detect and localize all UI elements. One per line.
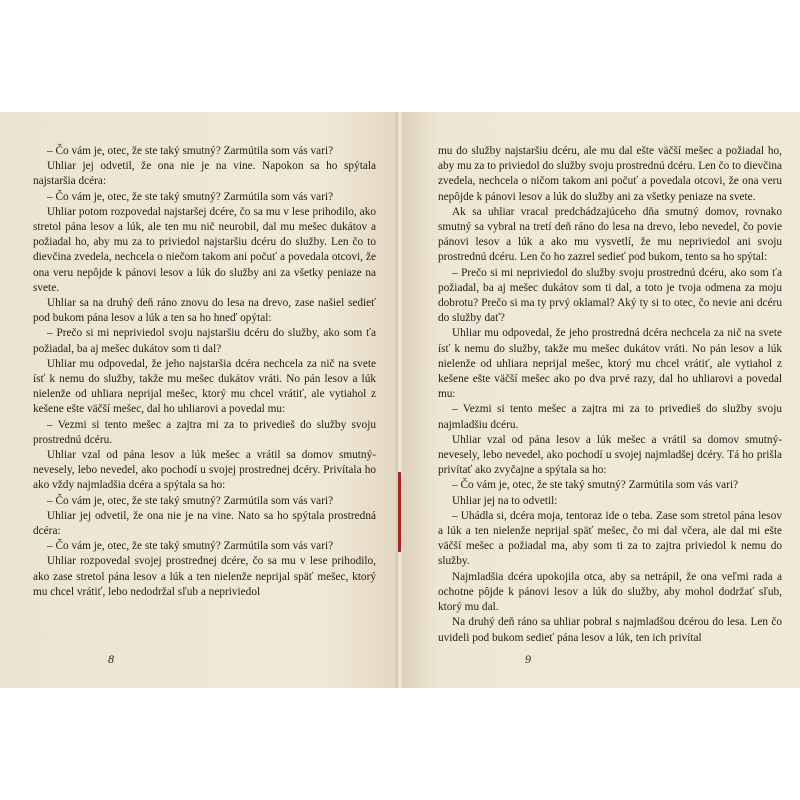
paragraph: – Čo vám je, otec, že ste taký smutný? Zarmútila som vás vari?	[452, 479, 739, 492]
paragraph: Na druhý deň ráno sa uhliar pobral s najmladšou dcérou do lesa. Len čo uvideli pod bukom sedieť pána lesov a lúk, ten ich privítal	[438, 616, 782, 644]
left-page-text	[33, 144, 376, 600]
paragraph: – Uhádla si, dcéra moja, tentoraz ide o teba. Zase som stretol pána lesov a lúk a ten nielenže neprijal späť mešec, čo mi dal včera, ale dal mi ešte väčší mešec a požiadal ma, aby som ti za to zajtra priviedol k nemu do služby.	[438, 509, 782, 568]
page-number: 9	[525, 652, 531, 666]
paragraph: Uhliar mu odpovedal, že jeho najstaršia dcéra nechcela za nič na svete ísť k nemu do služby, takže mu mešec dukátov vráti. No pán lesov a lúk nielenže od uhliara neprijal mešec, ktorý mu chcel vrátiť, ale vytiahol z kešene ešte väčší mešec, dal ho uhliarovi a povedal mu:	[33, 357, 376, 416]
bookmark-ribbon	[398, 472, 401, 552]
paragraph: – Čo vám je, otec, že ste taký smutný? Zarmútila som vás vari?	[47, 145, 334, 157]
paragraph: Ak sa uhliar vracal predchádzajúceho dňa smutný domov, rovnako smutný sa vybral na tretí deň ráno do lesa na drevo, lebo nevedel, čo povie pánovi lesov a lúk a ako mu vysvetlí, že mu nepriviedol ani svoju prostrednú dcéru. Len čo ho zazrel sedieť pod bukom, tento sa ho spýtal:	[438, 205, 782, 264]
paragraph: Uhliar jej odvetil, že ona nie je na vine. Napokon sa ho spýtala najstaršia dcéra:	[33, 160, 376, 188]
paragraph: – Čo vám je, otec, že ste taký smutný? Zarmútila som vás vari?	[47, 540, 334, 553]
paragraph: Najmladšia dcéra upokojila otca, aby sa netrápil, že ona veľmi rada a ochotne pôjde k pánovi lesov a lúk do služby, aby mohol dodržať sľub, ktorý mu dal.	[438, 570, 782, 614]
paragraph: Uhliar sa na druhý deň ráno znovu do lesa na drevo, zase našiel sedieť pod bukom pána lesov a lúk a ten sa ho hneď opýtal:	[33, 297, 376, 325]
right-page	[402, 112, 800, 688]
paragraph: – Čo vám je, otec, že ste taký smutný? Zarmútila som vás vari?	[47, 190, 334, 203]
paragraph: Uhliar mu odpovedal, že jeho prostredná dcéra nechcela za nič na svete ísť k nemu do služby, takže mu mešec dukátov vráti. No pán lesov a lúk nielenže od uhliara neprijal mešec, ktorý mu chcel vrátiť, ale vytiahol z kešene ešte väčší mešec ako po dva prvé razy, dal ho uhliarovi a povedal mu:	[438, 327, 782, 401]
paragraph: – Vezmi si tento mešec a zajtra mi za to privedieš do služby svoju prostrednú dcéru.	[33, 418, 376, 446]
right-page-text	[438, 144, 782, 646]
paragraph: Uhliar potom rozpovedal najstaršej dcére, čo sa mu v lese prihodilo, ako stretol pána lesov a lúk, ale ten mu nič neurobil, dal mu mešec dukátov a požiadal ho, aby mu za to priviedol najstaršiu dcéru do služby. Len čo to dievčina zvedela, nechcela o niečom takom ani počuť a povedala otcovi, že ona veru nepôjde k pánovi lesov a lúk do služby ani za všetky peniaze na svete.	[33, 205, 376, 294]
paragraph: Uhliar jej odvetil, že ona nie je na vine. Nato sa ho spýtala prostredná dcéra:	[33, 509, 376, 538]
paragraph: – Prečo si mi nepriviedol svoju najstaršiu dcéru do služby, ako som ťa požiadal, ba aj mešec dukátov som ti dal?	[33, 327, 376, 355]
left-page	[0, 112, 398, 688]
paragraph: Uhliar jej na to odvetil:	[452, 494, 558, 507]
paragraph: – Prečo si mi nepriviedol do služby svoju prostrednú dcéru, ako som ťa požiadal, ba aj mešec dukátov som ti dal, a toto je tvoja odmena za moju dobrotu? Prečo si ma ty prvý oklamal? Aký ty si to otec, čo nevie ani dcéru do služby dať?	[438, 266, 782, 325]
page-number: 8	[108, 652, 114, 666]
paragraph: – Vezmi si tento mešec a zajtra mi za to privedieš do služby svoju najmladšiu dcéru.	[438, 403, 782, 431]
paragraph: mu do služby najstaršiu dcéru, ale mu dal ešte väčší mešec a požiadal ho, aby mu za to priviedol do služby svoju prostrednú dcéru. Len čo to dievčina zvedela, nechcela o ničom takom ani počuť a povedala otcovi, že ona veru nepôjde k pánovi lesov a lúk do služby ani za všetky peniaze na svete.	[438, 145, 782, 203]
paragraph: Uhliar rozpovedal svojej prostrednej dcére, čo sa mu v lese prihodilo, ako zase stretol pána lesov a lúk a ten nielenže neprijal späť mešec, ktorý mu chcel vrátiť, lebo nedodržal sľub a nepriviedol	[33, 555, 376, 598]
paragraph: – Čo vám je, otec, že ste taký smutný? Zarmútila som vás vari?	[47, 494, 334, 507]
open-book	[0, 112, 800, 688]
paragraph: Uhliar vzal od pána lesov a lúk mešec a vrátil sa domov smutný-nevesely, lebo nevedel, ako pochodí u svojej najmladšej dcéry. Tá ho prišla privítať ako zvyčajne a spýtala sa ho:	[438, 433, 782, 477]
paragraph: Uhliar vzal od pána lesov a lúk mešec a vrátil sa domov smutný-nevesely, lebo nevedel, ako pochodí u svojej prostrednej dcéry. Privítala ho ako vždy najmladšia dcéra a spýtala sa ho:	[33, 449, 376, 492]
